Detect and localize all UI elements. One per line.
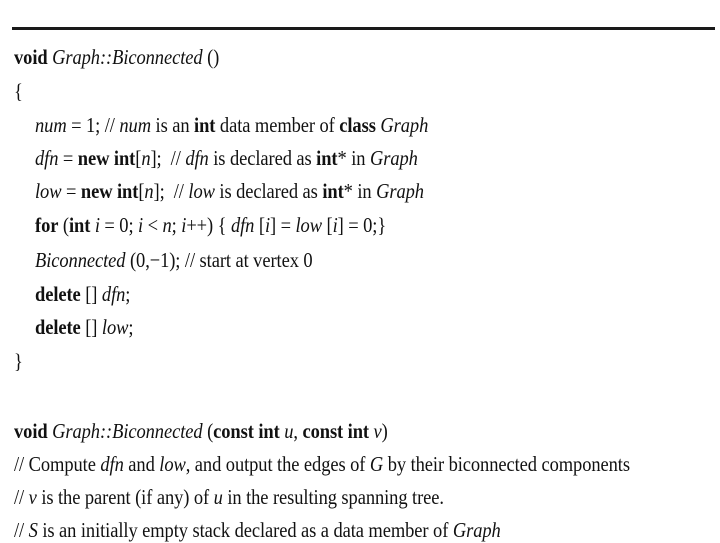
func1-line-3: low = new int[n]; // low is declared as int* in Graph — [35, 179, 424, 203]
func1-line-2: dfn = new int[n]; // dfn is declared as int* in Graph — [35, 146, 418, 170]
func1-line-6: delete [] dfn; — [35, 282, 131, 306]
func2-comment-3: // S is an initially empty stack declared as a data member of Graph — [14, 518, 501, 542]
func2-signature: void Graph::Biconnected (const int u, const int v) — [14, 419, 388, 443]
func1-line-4: for (int i = 0; i < n; i++) { dfn [i] = low [i] = 0;} — [35, 213, 387, 237]
func1-line-5: Biconnected (0,−1); // start at vertex 0 — [35, 248, 313, 272]
func1-signature: void Graph::Biconnected () — [14, 45, 220, 69]
func1-open-brace: { — [14, 79, 23, 103]
func2-comment-1: // Compute dfn and low, and output the edges of G by their biconnected components — [14, 452, 630, 476]
func1-line-7: delete [] low; — [35, 315, 134, 339]
func2-comment-2: // v is the parent (if any) of u in the resulting spanning tree. — [14, 485, 444, 509]
func1-close-brace: } — [14, 349, 23, 373]
top-rule — [12, 27, 715, 30]
func1-line-1: num = 1; // num is an int data member of class Graph — [35, 113, 429, 137]
